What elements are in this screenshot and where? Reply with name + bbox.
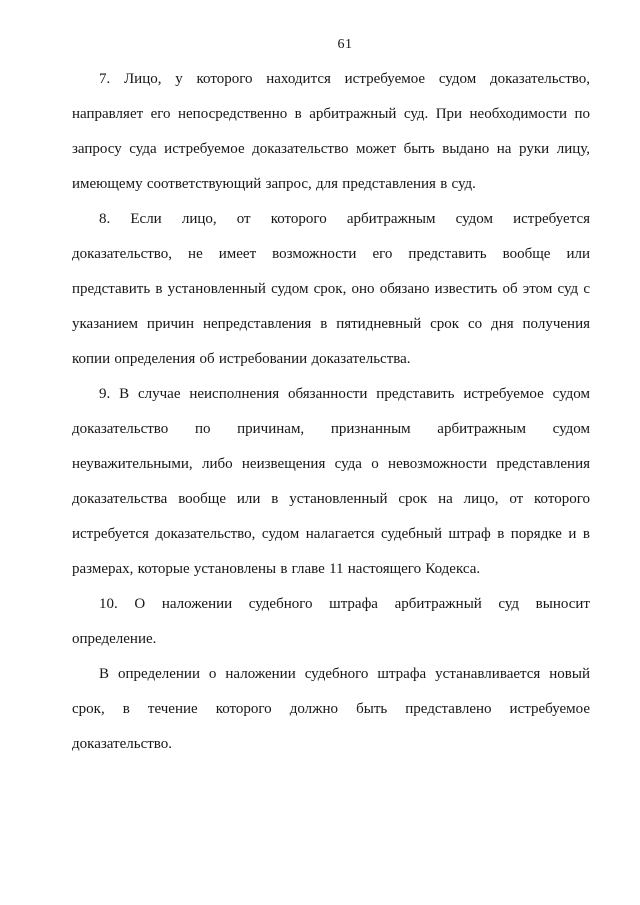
text-line: направляет его непосредственно в арбитражный суд. При необходимости по xyxy=(72,106,590,122)
text-line: указанием причин непредставления в пятидневный срок со дня получения xyxy=(72,316,590,332)
text-line: доказательство по причинам, признанным арбитражным судом xyxy=(72,421,590,437)
paragraph xyxy=(72,62,590,202)
text-line: представить в установленный судом срок, оно обязано известить об этом суд с xyxy=(72,281,590,297)
page-number: 61 xyxy=(337,37,353,52)
text-line: определение. xyxy=(72,631,157,647)
text-line: В определении о наложении судебного штрафа устанавливается новый xyxy=(99,666,590,682)
paragraph xyxy=(72,657,590,762)
paragraph xyxy=(72,377,590,587)
text-line: доказательство, не имеет возможности его представить вообще или xyxy=(72,246,590,262)
text-line: 8. Если лицо, от которого арбитражным судом истребуется xyxy=(99,211,590,227)
text-line: 7. Лицо, у которого находится истребуемое судом доказательство, xyxy=(99,71,590,87)
text-line: истребуется доказательство, судом налагается судебный штраф в порядке и в xyxy=(72,526,590,542)
paragraph xyxy=(72,587,590,657)
text-line: запросу суда истребуемое доказательство может быть выдано на руки лицу, xyxy=(72,141,590,157)
text-line: срок, в течение которого должно быть представлено истребуемое xyxy=(72,701,590,717)
text-line: копии определения об истребовании доказательства. xyxy=(72,351,411,367)
text-line: 10. О наложении судебного штрафа арбитражный суд выносит xyxy=(99,596,590,612)
text-block xyxy=(72,62,590,762)
text-line: доказательство. xyxy=(72,736,173,752)
text-line: размерах, которые установлены в главе 11 настоящего Кодекса. xyxy=(72,561,481,577)
text-line: неуважительными, либо неизвещения суда о невозможности представления xyxy=(72,456,590,472)
paragraph xyxy=(72,202,590,377)
text-line: имеющему соответствующий запрос, для представления в суд. xyxy=(72,176,476,192)
text-line: доказательства вообще или в установленный срок на лицо, от которого xyxy=(72,491,590,507)
text-line: 9. В случае неисполнения обязанности представить истребуемое судом xyxy=(99,386,590,402)
